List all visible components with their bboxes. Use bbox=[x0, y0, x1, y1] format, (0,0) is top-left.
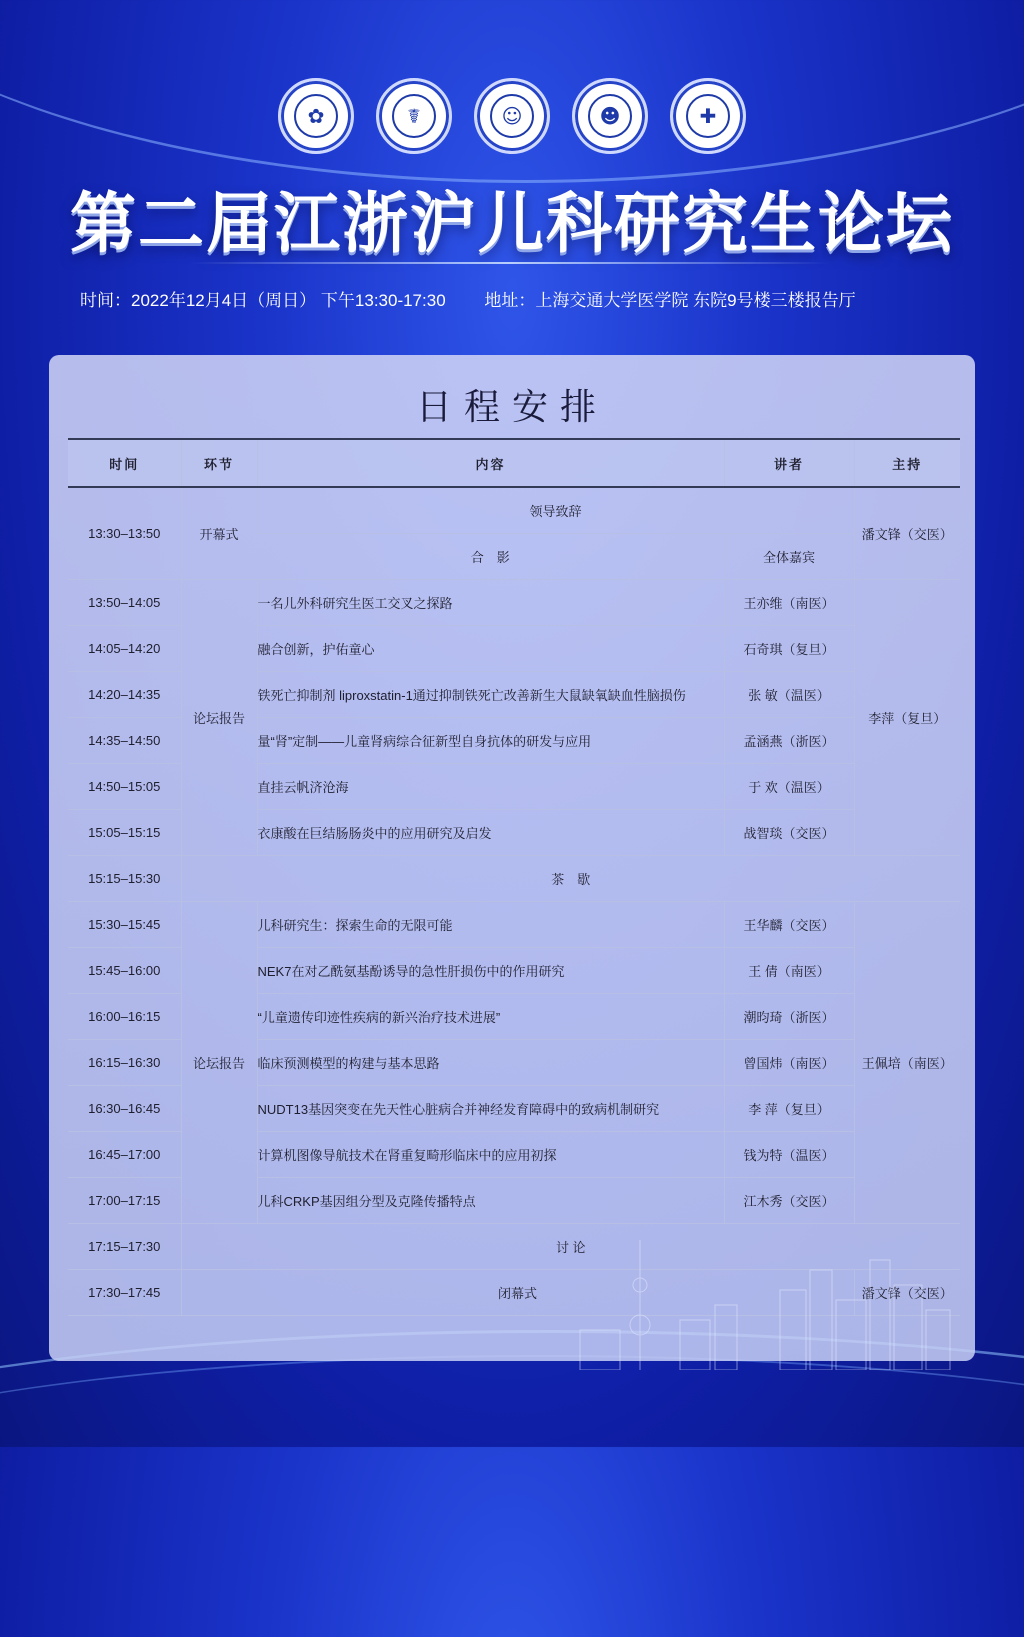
row-speaker: 王华麟（交医） bbox=[724, 902, 854, 948]
row-speaker: 江木秀（交医） bbox=[724, 1178, 854, 1224]
row-speaker: 王 倩（南医） bbox=[724, 948, 854, 994]
header-session: 环节 bbox=[181, 439, 257, 487]
table-row bbox=[68, 1224, 960, 1270]
decorative-swoosh-bottom bbox=[0, 1330, 1024, 1633]
header-host: 主持 bbox=[854, 439, 960, 487]
header-speaker: 讲者 bbox=[724, 439, 854, 487]
title-divider bbox=[190, 262, 830, 264]
table-row bbox=[68, 1270, 960, 1316]
row-time: 13:30–13:50 bbox=[68, 487, 181, 580]
row-content: 直挂云帆济沧海 bbox=[257, 764, 724, 810]
row-time: 14:35–14:50 bbox=[68, 718, 181, 764]
row-content: 融合创新，护佑童心 bbox=[257, 626, 724, 672]
row-time: 16:15–16:30 bbox=[68, 1040, 181, 1086]
row-content: 儿科研究生：探索生命的无限可能 bbox=[257, 902, 724, 948]
row-content: 临床预测模型的构建与基本思路 bbox=[257, 1040, 724, 1086]
row-host: 潘文锋（交医） bbox=[854, 487, 960, 580]
row-time: 13:50–14:05 bbox=[68, 580, 181, 626]
row-content: 计算机图像导航技术在肾重复畸形临床中的应用初探 bbox=[257, 1132, 724, 1178]
row-time: 15:45–16:00 bbox=[68, 948, 181, 994]
row-speaker: 曾国炜（南医） bbox=[724, 1040, 854, 1086]
schedule-table bbox=[68, 438, 960, 1316]
row-time: 17:00–17:15 bbox=[68, 1178, 181, 1224]
row-time: 15:15–15:30 bbox=[68, 856, 181, 902]
row-time: 17:15–17:30 bbox=[68, 1224, 181, 1270]
logo-university-4 bbox=[572, 78, 648, 154]
header-time: 时间 bbox=[68, 439, 181, 487]
row-speaker: 于 欢（温医） bbox=[724, 764, 854, 810]
row-content: “儿童遗传印迹性疾病的新兴治疗技术进展” bbox=[257, 994, 724, 1040]
table-row bbox=[68, 902, 960, 948]
logo-university-3 bbox=[474, 78, 550, 154]
table-row bbox=[68, 487, 960, 534]
row-content: 闭幕式 bbox=[181, 1270, 854, 1316]
header-content: 内容 bbox=[257, 439, 724, 487]
smile-emblem-icon: ☻ bbox=[588, 94, 632, 138]
row-content: 一名儿外科研究生医工交叉之探路 bbox=[257, 580, 724, 626]
event-info bbox=[80, 286, 950, 311]
row-session: 论坛报告 bbox=[181, 902, 257, 1224]
row-speaker: 孟涵燕（浙医） bbox=[724, 718, 854, 764]
row-host: 王佩培（南医） bbox=[854, 902, 960, 1224]
logo-university-2 bbox=[376, 78, 452, 154]
event-address: 地址：上海交通大学医学院 东院9号楼三楼报告厅 bbox=[484, 291, 856, 310]
row-speaker: 李 萍（复旦） bbox=[724, 1086, 854, 1132]
row-time: 15:05–15:15 bbox=[68, 810, 181, 856]
row-speaker: 王亦维（南医） bbox=[724, 580, 854, 626]
row-content: 领导致辞 bbox=[257, 487, 854, 534]
row-content: 铁死亡抑制剂 liproxstatin-1通过抑制铁死亡改善新生大鼠缺氧缺血性脑损伤 bbox=[257, 672, 724, 718]
event-time: 时间：2022年12月4日（周日） 下午13:30-17:30 bbox=[80, 291, 446, 310]
row-content: 衣康酸在巨结肠肠炎中的应用研究及启发 bbox=[257, 810, 724, 856]
row-content: NUDT13基因突变在先天性心脏病合并神经发育障碍中的致病机制研究 bbox=[257, 1086, 724, 1132]
row-time: 15:30–15:45 bbox=[68, 902, 181, 948]
row-time: 14:20–14:35 bbox=[68, 672, 181, 718]
row-content: 合 影 bbox=[257, 534, 724, 580]
row-content: 茶 歇 bbox=[181, 856, 960, 902]
child-emblem-icon: ☺ bbox=[490, 94, 534, 138]
row-speaker: 战智琰（交医） bbox=[724, 810, 854, 856]
hospital-emblem-icon: ✚ bbox=[686, 94, 730, 138]
caduceus-emblem-icon: ☤ bbox=[392, 94, 436, 138]
table-row bbox=[68, 580, 960, 626]
row-speaker: 潮昀琦（浙医） bbox=[724, 994, 854, 1040]
flower-emblem-icon: ✿ bbox=[294, 94, 338, 138]
row-content: 儿科CRKP基因组分型及克隆传播特点 bbox=[257, 1178, 724, 1224]
row-time: 16:45–17:00 bbox=[68, 1132, 181, 1178]
row-time: 14:50–15:05 bbox=[68, 764, 181, 810]
row-time: 16:00–16:15 bbox=[68, 994, 181, 1040]
row-session: 论坛报告 bbox=[181, 580, 257, 856]
row-speaker: 钱为特（温医） bbox=[724, 1132, 854, 1178]
table-row bbox=[68, 856, 960, 902]
row-session: 开幕式 bbox=[181, 487, 257, 580]
row-time: 16:30–16:45 bbox=[68, 1086, 181, 1132]
decorative-swoosh-bottom-2 bbox=[0, 1355, 1024, 1637]
page-title: 第二届江浙沪儿科研究生论坛 bbox=[70, 185, 954, 262]
table-header-row bbox=[68, 439, 960, 487]
logo-childrens-hospital-fudan bbox=[670, 78, 746, 154]
row-speaker: 张 敏（温医） bbox=[724, 672, 854, 718]
schedule-heading: 日程安排 bbox=[415, 387, 608, 428]
row-content: NEK7在对乙酰氨基酚诱导的急性肝损伤中的作用研究 bbox=[257, 948, 724, 994]
row-host: 潘文锋（交医） bbox=[854, 1270, 960, 1316]
row-content: 讨 论 bbox=[181, 1224, 960, 1270]
logo-row bbox=[0, 78, 1024, 154]
row-time: 14:05–14:20 bbox=[68, 626, 181, 672]
row-host: 李萍（复旦） bbox=[854, 580, 960, 856]
row-content: 量“肾”定制——儿童肾病综合征新型自身抗体的研发与应用 bbox=[257, 718, 724, 764]
row-speaker: 石奇琪（复旦） bbox=[724, 626, 854, 672]
row-time: 17:30–17:45 bbox=[68, 1270, 181, 1316]
row-speaker: 全体嘉宾 bbox=[724, 534, 854, 580]
logo-university-1 bbox=[278, 78, 354, 154]
